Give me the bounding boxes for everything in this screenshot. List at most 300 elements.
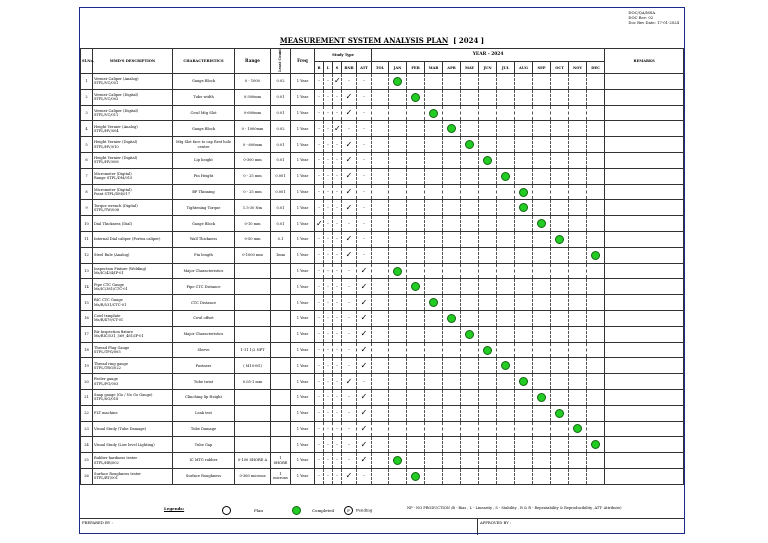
dash-mark: - <box>327 346 329 353</box>
dash-mark: - <box>336 378 338 385</box>
row-study-rnr <box>342 326 357 342</box>
row-month-jun <box>479 358 497 374</box>
row-month-apr <box>443 121 461 137</box>
row-characteristic: Sleeve <box>173 342 235 358</box>
row-month-aug <box>515 279 533 295</box>
row-month-oct <box>551 468 569 484</box>
row-month-jun <box>479 390 497 406</box>
row-month-dec <box>587 421 605 437</box>
row-study-s <box>333 295 342 311</box>
row-characteristic: CTC Distance <box>173 295 235 311</box>
row-month-feb <box>407 311 425 327</box>
row-month-apr <box>443 184 461 200</box>
row-month-mar <box>425 295 443 311</box>
header-char: CHARACTERISTICS <box>173 49 235 74</box>
row-remarks <box>605 74 684 90</box>
check-icon: ✓ <box>360 329 368 339</box>
check-icon: ✓ <box>345 250 353 260</box>
row-month-mar <box>425 168 443 184</box>
completed-circle-icon <box>483 156 492 165</box>
row-month-aug <box>515 437 533 453</box>
row-month-aug <box>515 326 533 342</box>
row-desc: Height Vernier (Analog) STPL/HV/004 <box>93 121 173 137</box>
dash-mark: - <box>327 188 329 195</box>
table-row <box>81 374 684 390</box>
row-month-jan <box>389 137 407 153</box>
row-month-jul <box>497 232 515 248</box>
row-month-sep <box>533 216 551 232</box>
row-month-oct <box>551 374 569 390</box>
dash-mark: - <box>336 346 338 353</box>
row-study-b <box>315 390 324 406</box>
row-study-b <box>315 232 324 248</box>
row-study-l <box>324 468 333 484</box>
row-month-jul <box>497 405 515 421</box>
row-month-dec <box>587 168 605 184</box>
row-study-s <box>333 453 342 469</box>
completed-circle-icon <box>393 267 402 276</box>
row-desc: Visual Study (Tube Damage) <box>93 421 173 437</box>
row-month-apr <box>443 437 461 453</box>
row-least-count <box>271 311 291 327</box>
legend-pending-text: Pending <box>356 507 373 513</box>
row-study-rnr <box>342 263 357 279</box>
row-characteristic: Major Characteristics <box>173 263 235 279</box>
row-month-sep <box>533 105 551 121</box>
row-month-feb <box>407 121 425 137</box>
row-study-att <box>357 216 372 232</box>
row-month-jan <box>389 326 407 342</box>
row-month-dec <box>587 216 605 232</box>
row-remarks <box>605 184 684 200</box>
row-range: 0-300mm <box>235 89 271 105</box>
row-desc: Vernier Caliper (Digital) STPL/VC/011 <box>93 105 173 121</box>
row-characteristic: Fastners <box>173 358 235 374</box>
dash-mark: - <box>363 252 365 259</box>
row-month-jul <box>497 200 515 216</box>
dash-mark: - <box>348 457 350 464</box>
row-month-aug <box>515 421 533 437</box>
table-row <box>81 263 684 279</box>
dash-mark: - <box>318 141 320 148</box>
row-study-att <box>357 421 372 437</box>
row-study-b <box>315 121 324 137</box>
dash-mark: - <box>348 283 350 290</box>
legend-label <box>164 506 184 511</box>
header-month-nov: NOV <box>569 62 587 74</box>
row-month-nov <box>569 342 587 358</box>
row-month-mar <box>425 153 443 169</box>
row-month-oct <box>551 358 569 374</box>
row-month-nov <box>569 358 587 374</box>
completed-circle-icon <box>393 456 402 465</box>
header-month-may: MAY <box>461 62 479 74</box>
row-month-tol <box>372 153 389 169</box>
row-study-s <box>333 374 342 390</box>
row-month-apr <box>443 342 461 358</box>
row-study-l <box>324 295 333 311</box>
row-month-nov <box>569 200 587 216</box>
header-year: YEAR - 2024 <box>372 49 605 62</box>
row-study-l <box>324 216 333 232</box>
dash-mark: - <box>363 236 365 243</box>
row-study-l <box>324 421 333 437</box>
header-month-oct: OCT <box>551 62 569 74</box>
row-study-s <box>333 216 342 232</box>
title-year: [ 2024 ] <box>453 36 485 45</box>
row-desc: Visual Study (Low level Lighting) <box>93 437 173 453</box>
row-month-nov <box>569 121 587 137</box>
dash-mark: - <box>363 188 365 195</box>
row-month-oct <box>551 168 569 184</box>
row-sno: 5 <box>81 137 93 153</box>
row-month-apr <box>443 374 461 390</box>
dash-mark: - <box>363 125 365 132</box>
table-row <box>81 216 684 232</box>
row-month-jun <box>479 374 497 390</box>
row-frequency: 1 Year <box>291 121 315 137</box>
row-month-nov <box>569 232 587 248</box>
row-month-jul <box>497 247 515 263</box>
row-month-jul <box>497 453 515 469</box>
table-row <box>81 405 684 421</box>
row-month-may <box>461 279 479 295</box>
table-row <box>81 358 684 374</box>
msa-plan-sheet <box>79 7 685 534</box>
row-month-jun <box>479 168 497 184</box>
row-month-apr <box>443 358 461 374</box>
dash-mark: - <box>336 94 338 101</box>
row-month-jan <box>389 184 407 200</box>
check-icon: ✓ <box>360 423 368 433</box>
row-month-jun <box>479 468 497 484</box>
row-month-oct <box>551 279 569 295</box>
completed-circle-icon <box>411 472 420 481</box>
row-month-nov <box>569 453 587 469</box>
dash-mark: - <box>363 204 365 211</box>
row-sno: 15 <box>81 295 93 311</box>
row-month-tol <box>372 105 389 121</box>
row-remarks <box>605 168 684 184</box>
row-month-mar <box>425 247 443 263</box>
row-month-sep <box>533 468 551 484</box>
row-study-l <box>324 74 333 90</box>
row-sno: 18 <box>81 342 93 358</box>
row-frequency: 1 Year <box>291 137 315 153</box>
row-month-may <box>461 121 479 137</box>
row-month-aug <box>515 137 533 153</box>
dash-mark: - <box>318 425 320 432</box>
completed-circle-icon <box>501 172 510 181</box>
completed-circle-icon <box>429 109 438 118</box>
header-month-tol: TOL <box>372 62 389 74</box>
header-sno: Sl.No. <box>81 49 93 74</box>
row-month-oct <box>551 200 569 216</box>
row-month-oct <box>551 342 569 358</box>
row-study-att <box>357 358 372 374</box>
row-frequency: 1 Year <box>291 105 315 121</box>
row-characteristic: BP Thinning <box>173 184 235 200</box>
row-least-count: 0.01 <box>271 89 291 105</box>
legend-completed <box>292 506 334 515</box>
row-range: 0 - 600mm <box>235 137 271 153</box>
row-month-may <box>461 437 479 453</box>
row-month-oct <box>551 311 569 327</box>
row-month-sep <box>533 453 551 469</box>
row-month-dec <box>587 358 605 374</box>
row-study-b <box>315 105 324 121</box>
dash-mark: - <box>318 441 320 448</box>
row-frequency: 1 Year <box>291 390 315 406</box>
row-month-nov <box>569 105 587 121</box>
row-month-feb <box>407 105 425 121</box>
row-study-rnr <box>342 405 357 421</box>
row-month-oct <box>551 295 569 311</box>
row-month-mar <box>425 390 443 406</box>
completed-circle-icon <box>519 188 528 197</box>
row-month-oct <box>551 74 569 90</box>
row-month-jul <box>497 168 515 184</box>
row-month-jan <box>389 453 407 469</box>
row-month-sep <box>533 153 551 169</box>
row-study-b <box>315 421 324 437</box>
row-month-feb <box>407 342 425 358</box>
row-month-feb <box>407 200 425 216</box>
row-remarks <box>605 295 684 311</box>
row-month-jan <box>389 437 407 453</box>
row-study-rnr <box>342 374 357 390</box>
row-month-jun <box>479 295 497 311</box>
table-row <box>81 105 684 121</box>
check-icon: ✓ <box>334 123 341 133</box>
row-month-jun <box>479 184 497 200</box>
legend-label-text: Legends: <box>164 506 185 511</box>
completed-circle-icon <box>483 346 492 355</box>
row-month-sep <box>533 137 551 153</box>
row-desc: Surface Roughness tester STPL/RT/001 <box>93 468 173 484</box>
header-month-sep: SEP <box>533 62 551 74</box>
row-desc: Micrometer (Digital) Point STPL/DM/017 <box>93 184 173 200</box>
row-study-rnr <box>342 89 357 105</box>
table-row <box>81 89 684 105</box>
row-month-aug <box>515 153 533 169</box>
header-month-dec: DEC <box>587 62 605 74</box>
row-study-l <box>324 326 333 342</box>
check-icon: ✓ <box>360 297 368 307</box>
row-study-l <box>324 279 333 295</box>
dash-mark: - <box>318 78 320 85</box>
row-month-mar <box>425 184 443 200</box>
row-month-tol <box>372 390 389 406</box>
row-study-s <box>333 74 342 90</box>
row-month-jun <box>479 105 497 121</box>
row-frequency: 1 Year <box>291 453 315 469</box>
row-study-rnr <box>342 121 357 137</box>
dash-mark: - <box>318 94 320 101</box>
row-month-dec <box>587 121 605 137</box>
row-study-s <box>333 390 342 406</box>
table-row <box>81 153 684 169</box>
table-row <box>81 326 684 342</box>
row-month-mar <box>425 279 443 295</box>
row-sno: 14 <box>81 279 93 295</box>
row-month-tol <box>372 200 389 216</box>
doc-code: DOC/QA/MSA <box>628 10 656 15</box>
page-title <box>80 36 684 45</box>
row-remarks <box>605 137 684 153</box>
row-month-feb <box>407 358 425 374</box>
row-desc: FLT machine <box>93 405 173 421</box>
row-least-count <box>271 421 291 437</box>
dash-mark: - <box>336 141 338 148</box>
check-icon: ✓ <box>360 281 368 291</box>
row-sno: 19 <box>81 358 93 374</box>
row-study-att <box>357 121 372 137</box>
row-study-s <box>333 468 342 484</box>
row-month-dec <box>587 137 605 153</box>
row-month-may <box>461 468 479 484</box>
row-month-tol <box>372 453 389 469</box>
row-least-count: 0.01 <box>271 105 291 121</box>
row-month-aug <box>515 453 533 469</box>
row-month-jun <box>479 279 497 295</box>
row-month-nov <box>569 326 587 342</box>
row-desc: Height Vernier (Digital) STPL/HV/008 <box>93 153 173 169</box>
row-remarks <box>605 121 684 137</box>
row-characteristic: Mtg Slot face to cap Rest hole centre <box>173 137 235 153</box>
row-desc: Cowl template Ms/R/479/CT-01 <box>93 311 173 327</box>
row-month-aug <box>515 121 533 137</box>
row-month-sep <box>533 247 551 263</box>
dash-mark: - <box>348 362 350 369</box>
dash-mark: - <box>318 252 320 259</box>
row-month-nov <box>569 153 587 169</box>
dash-mark: - <box>348 125 350 132</box>
row-study-att <box>357 311 372 327</box>
table-row <box>81 390 684 406</box>
row-month-apr <box>443 453 461 469</box>
doc-rev-date: Doc Rev Date: 17-01-2024 <box>628 20 679 25</box>
row-study-b <box>315 405 324 421</box>
row-study-rnr <box>342 153 357 169</box>
table-row <box>81 200 684 216</box>
row-month-feb <box>407 437 425 453</box>
dash-mark: - <box>336 362 338 369</box>
row-month-may <box>461 358 479 374</box>
row-sno: 11 <box>81 232 93 248</box>
dash-mark: - <box>318 410 320 417</box>
dash-mark: - <box>327 252 329 259</box>
dash-mark: - <box>327 457 329 464</box>
row-remarks <box>605 374 684 390</box>
row-least-count: 0.1 <box>271 232 291 248</box>
row-month-mar <box>425 216 443 232</box>
check-icon: ✓ <box>360 408 368 418</box>
dash-mark: - <box>327 378 329 385</box>
row-month-dec <box>587 374 605 390</box>
dash-mark: - <box>336 457 338 464</box>
row-sno: 2 <box>81 89 93 105</box>
dash-mark: - <box>318 267 320 274</box>
row-month-tol <box>372 405 389 421</box>
header-study-l: L <box>324 62 333 74</box>
row-month-jan <box>389 74 407 90</box>
row-month-oct <box>551 326 569 342</box>
row-study-b <box>315 295 324 311</box>
row-frequency: 1 Year <box>291 421 315 437</box>
row-study-rnr <box>342 74 357 90</box>
row-month-sep <box>533 89 551 105</box>
row-range: ( M10-6G) <box>235 358 271 374</box>
row-month-jul <box>497 153 515 169</box>
row-study-rnr <box>342 137 357 153</box>
row-month-dec <box>587 184 605 200</box>
dash-mark: - <box>318 473 320 480</box>
dash-mark: - <box>336 173 338 180</box>
row-month-tol <box>372 137 389 153</box>
row-month-may <box>461 295 479 311</box>
row-study-l <box>324 89 333 105</box>
row-month-apr <box>443 311 461 327</box>
row-month-jul <box>497 279 515 295</box>
row-month-jun <box>479 232 497 248</box>
completed-circle-icon <box>537 219 546 228</box>
row-remarks <box>605 453 684 469</box>
row-month-jan <box>389 263 407 279</box>
row-remarks <box>605 390 684 406</box>
row-characteristic: Tube twist <box>173 374 235 390</box>
row-month-oct <box>551 121 569 137</box>
check-icon: ✓ <box>334 76 341 86</box>
row-study-s <box>333 168 342 184</box>
row-characteristic: Gauge Block <box>173 74 235 90</box>
row-month-jun <box>479 216 497 232</box>
row-month-sep <box>533 390 551 406</box>
row-month-apr <box>443 263 461 279</box>
row-month-jul <box>497 121 515 137</box>
row-month-sep <box>533 121 551 137</box>
row-month-nov <box>569 247 587 263</box>
row-month-aug <box>515 74 533 90</box>
row-month-apr <box>443 326 461 342</box>
row-study-s <box>333 263 342 279</box>
row-month-nov <box>569 468 587 484</box>
row-range <box>235 437 271 453</box>
dash-mark: - <box>348 394 350 401</box>
dash-mark: - <box>336 188 338 195</box>
row-month-may <box>461 421 479 437</box>
row-month-apr <box>443 405 461 421</box>
dash-mark: - <box>327 425 329 432</box>
row-study-l <box>324 137 333 153</box>
table-row <box>81 184 684 200</box>
row-month-feb <box>407 405 425 421</box>
row-month-tol <box>372 74 389 90</box>
header-month-feb: FEB <box>407 62 425 74</box>
row-study-b <box>315 216 324 232</box>
row-month-may <box>461 374 479 390</box>
dash-mark: - <box>327 236 329 243</box>
row-month-dec <box>587 105 605 121</box>
row-month-aug <box>515 105 533 121</box>
row-month-jun <box>479 453 497 469</box>
dash-mark: - <box>327 141 329 148</box>
row-month-may <box>461 168 479 184</box>
row-study-rnr <box>342 279 357 295</box>
check-icon: ✓ <box>345 171 353 181</box>
check-icon: ✓ <box>345 376 353 386</box>
row-month-nov <box>569 263 587 279</box>
